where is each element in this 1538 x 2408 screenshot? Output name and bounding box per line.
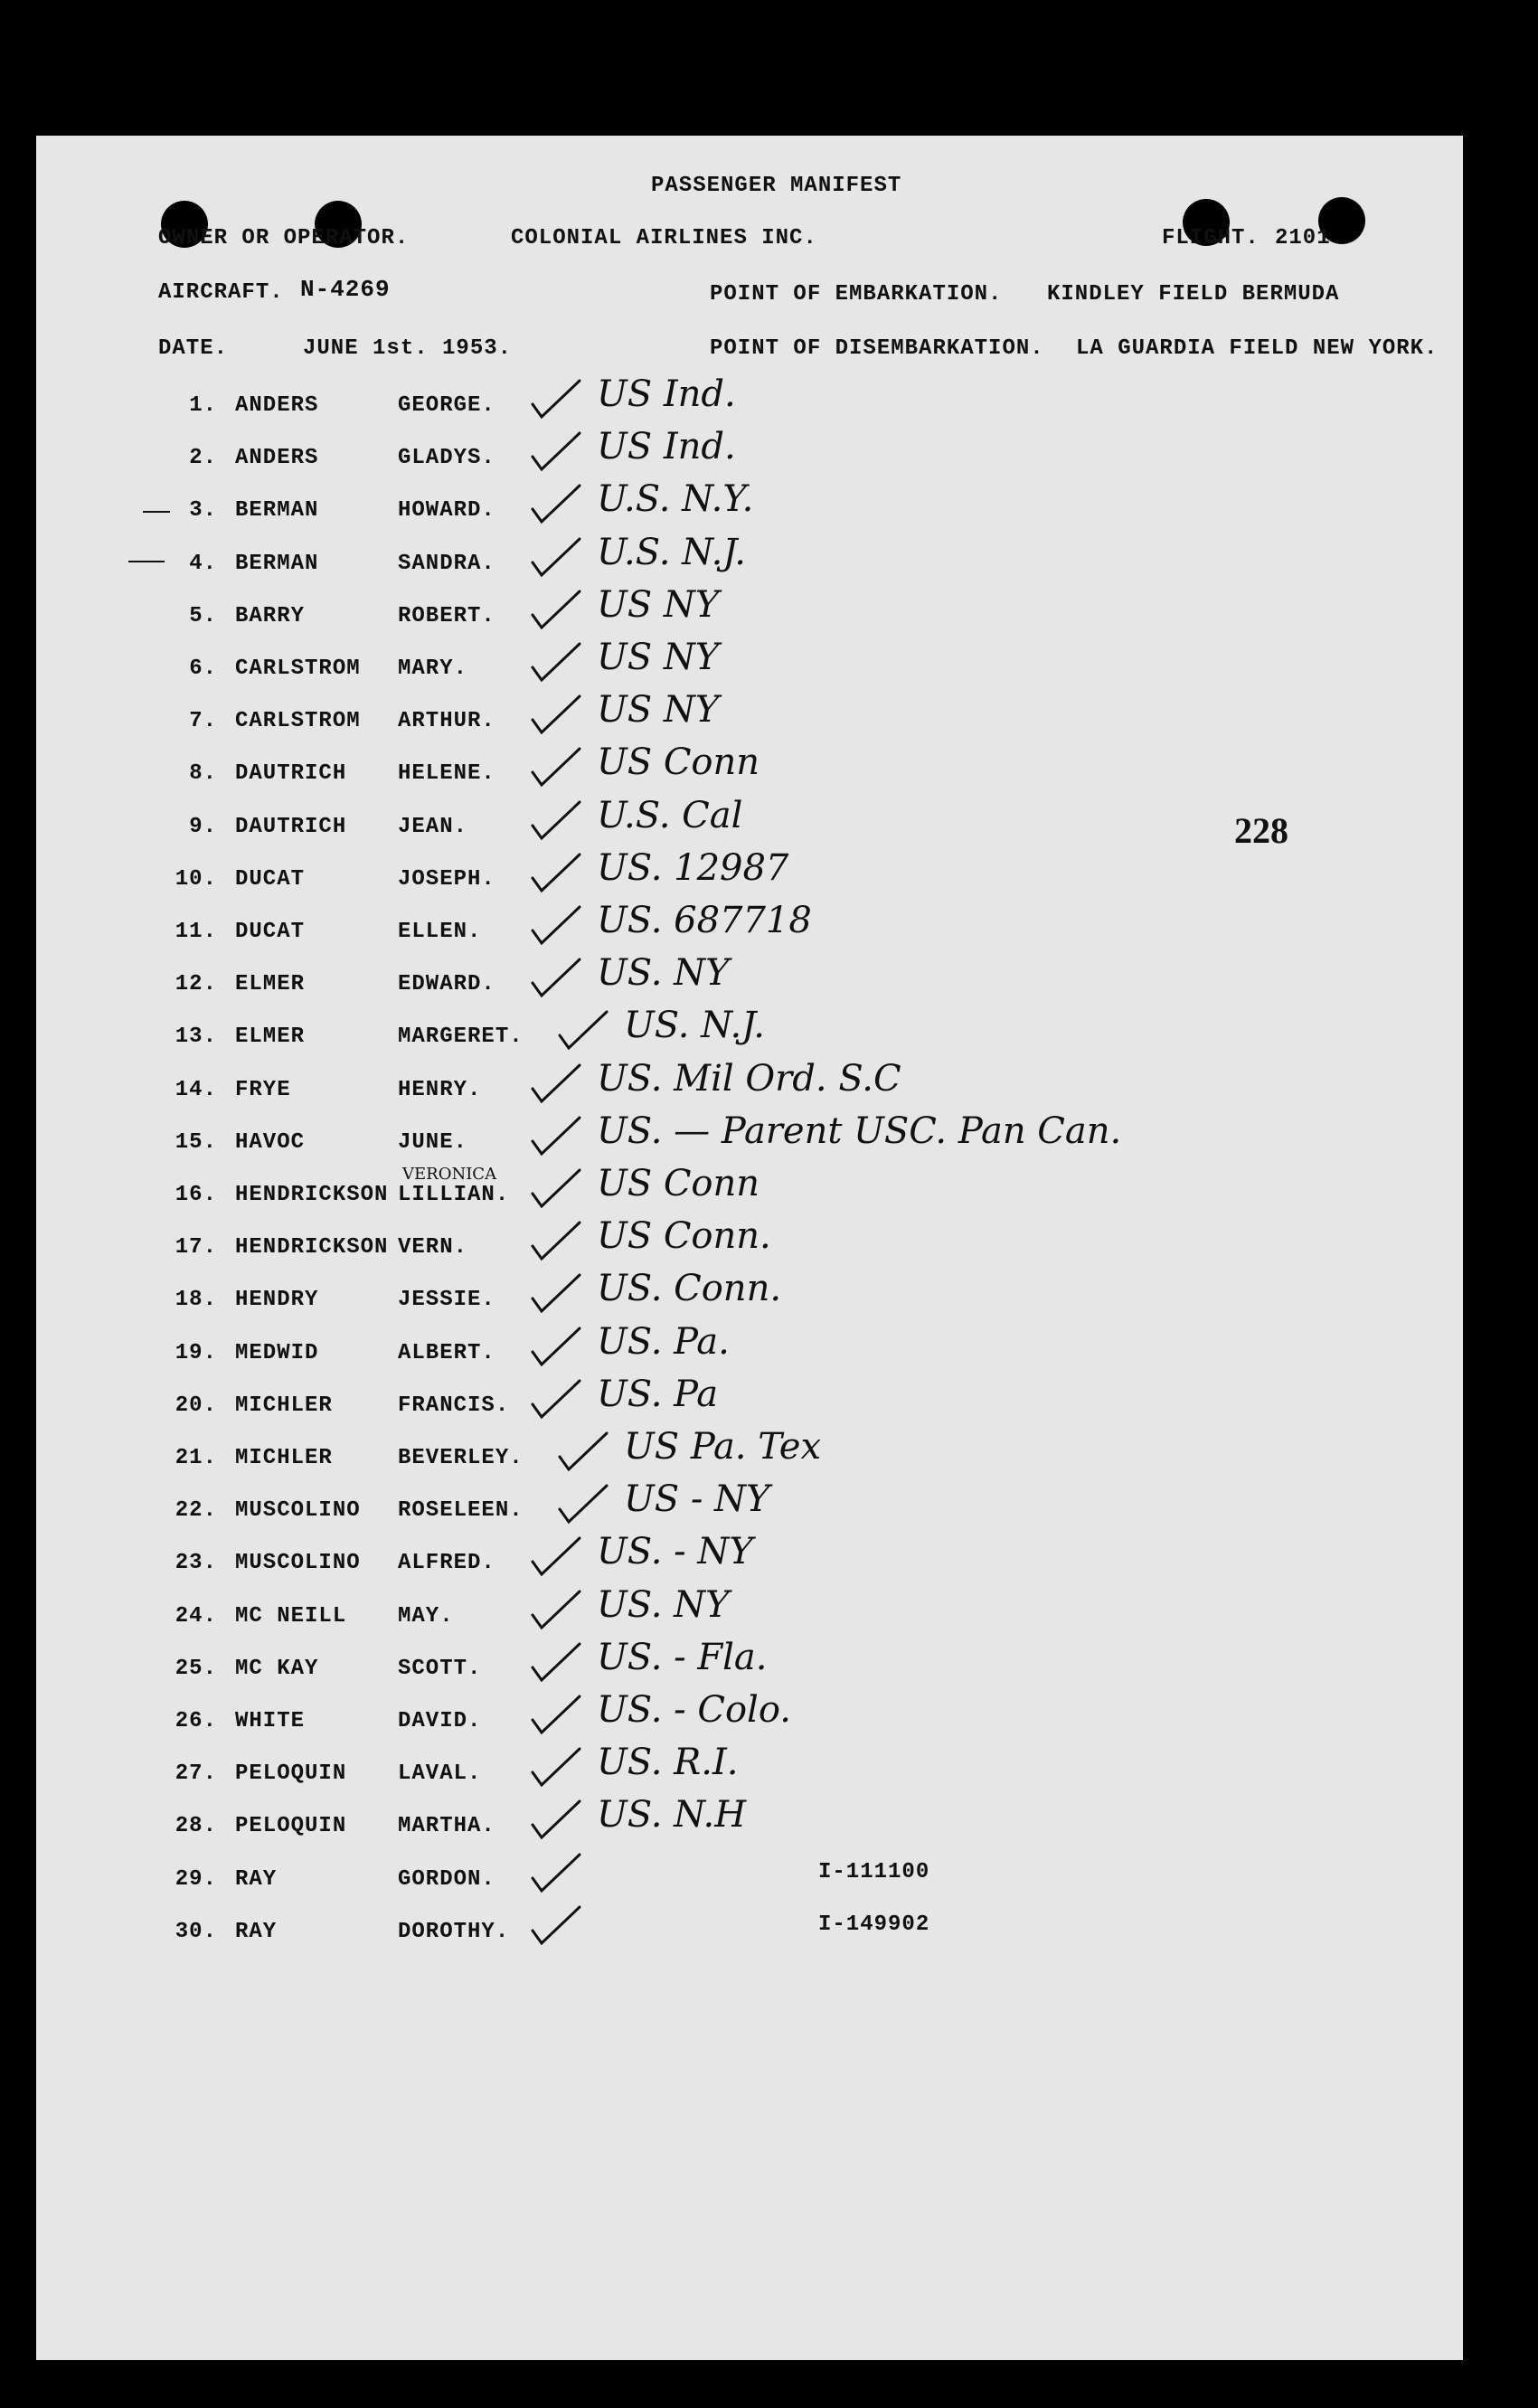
check-mark-icon	[529, 640, 583, 685]
embark-value: KINDLEY FIELD BERMUDA	[1047, 282, 1340, 307]
disembark-label: POINT OF DISEMBARKATION.	[710, 336, 1044, 361]
margin-dash	[143, 511, 170, 513]
passenger-number: 30.	[175, 1920, 217, 1944]
passenger-given-name: ALBERT.	[398, 1341, 495, 1365]
passenger-given-name: MARY.	[398, 656, 468, 681]
handwritten-note: US. - NY	[597, 1531, 753, 1572]
check-mark-icon	[529, 1588, 583, 1633]
handwritten-note: US. NY	[597, 1584, 730, 1626]
passenger-number: 17.	[175, 1235, 217, 1260]
passenger-number: 5.	[189, 604, 217, 628]
passenger-surname: DAUTRICH	[235, 815, 347, 839]
handwritten-note: US. - Fla.	[597, 1637, 768, 1678]
check-mark-icon	[529, 1271, 583, 1317]
passenger-given-name: FRANCIS.	[398, 1393, 510, 1418]
passenger-number: 29.	[175, 1867, 217, 1892]
handwritten-note: US. Mil Ord. S.C	[597, 1058, 901, 1100]
passenger-surname: PELOQUIN	[235, 1761, 347, 1786]
passenger-number: 10.	[175, 867, 217, 892]
handwritten-name-annotation: VERONICA	[402, 1165, 497, 1184]
check-mark-icon	[529, 1745, 583, 1790]
handwritten-note: US. Pa	[597, 1374, 719, 1415]
handwritten-note: US NY	[597, 689, 720, 731]
passenger-number: 28.	[175, 1814, 217, 1838]
check-mark-icon	[529, 1693, 583, 1738]
passenger-surname: MUSCOLINO	[235, 1551, 361, 1575]
alien-registration-number: I-111100	[818, 1860, 930, 1884]
passenger-number: 2.	[189, 446, 217, 470]
passenger-number: 16.	[175, 1183, 217, 1207]
passenger-given-name: MARGERET.	[398, 1025, 524, 1049]
handwritten-note: US Conn.	[597, 1215, 771, 1257]
passenger-given-name: JUNE.	[398, 1130, 468, 1155]
handwritten-note: US. N.H	[597, 1794, 747, 1836]
manifest-title: PASSENGER MANIFEST	[651, 174, 902, 198]
handwritten-note: US NY	[597, 584, 720, 626]
owner-value: COLONIAL AIRLINES INC.	[511, 226, 817, 250]
passenger-surname: MICHLER	[235, 1393, 333, 1418]
check-mark-icon	[529, 482, 583, 527]
check-mark-icon	[529, 1640, 583, 1686]
manifest-page	[36, 136, 1463, 2360]
passenger-given-name: LAVAL.	[398, 1761, 482, 1786]
passenger-surname: CARLSTROM	[235, 656, 361, 681]
page-number: 228	[1234, 810, 1288, 851]
passenger-given-name: GORDON.	[398, 1867, 495, 1892]
handwritten-note: US Conn	[597, 1163, 760, 1204]
passenger-number: 7.	[189, 709, 217, 733]
check-mark-icon	[529, 535, 583, 581]
owner-label: OWNER OR OPERATOR.	[158, 226, 410, 250]
aircraft-label: AIRCRAFT.	[158, 280, 284, 305]
check-mark-icon	[529, 588, 583, 633]
check-mark-icon	[529, 851, 583, 896]
passenger-given-name: JOSEPH.	[398, 867, 495, 892]
margin-dash	[128, 561, 165, 562]
aircraft-value: N-4269	[300, 276, 391, 303]
check-mark-icon	[529, 1535, 583, 1580]
handwritten-note: U.S. Cal	[597, 795, 743, 836]
passenger-surname: PELOQUIN	[235, 1814, 347, 1838]
passenger-given-name: HENRY.	[398, 1078, 482, 1102]
passenger-given-name: GEORGE.	[398, 393, 495, 418]
passenger-number: 25.	[175, 1657, 217, 1681]
passenger-surname: BARRY	[235, 604, 306, 628]
handwritten-note: US. 687718	[597, 900, 812, 941]
check-mark-icon	[529, 1377, 583, 1422]
embark-label: POINT OF EMBARKATION.	[710, 282, 1003, 307]
passenger-given-name: VERN.	[398, 1235, 468, 1260]
passenger-number: 4.	[189, 552, 217, 576]
passenger-surname: ELMER	[235, 972, 306, 996]
passenger-number: 6.	[189, 656, 217, 681]
handwritten-note: US. NY	[597, 952, 730, 994]
passenger-number: 23.	[175, 1551, 217, 1575]
passenger-given-name: HELENE.	[398, 761, 495, 786]
alien-registration-number: I-149902	[818, 1912, 930, 1937]
passenger-given-name: SCOTT.	[398, 1657, 482, 1681]
passenger-number: 27.	[175, 1761, 217, 1786]
check-mark-icon	[529, 1798, 583, 1843]
check-mark-icon	[556, 1008, 610, 1053]
passenger-surname: RAY	[235, 1920, 278, 1944]
handwritten-note: U.S. N.Y.	[597, 478, 754, 520]
passenger-number: 13.	[175, 1025, 217, 1049]
check-mark-icon	[529, 798, 583, 844]
passenger-surname: DUCAT	[235, 920, 306, 944]
passenger-surname: CARLSTROM	[235, 709, 361, 733]
flight-label: FLIGHT.	[1162, 226, 1260, 250]
handwritten-note: US. — Parent USC. Pan Can.	[597, 1110, 1122, 1152]
passenger-given-name: EDWARD.	[398, 972, 495, 996]
passenger-number: 11.	[175, 920, 217, 944]
check-mark-icon	[529, 377, 583, 422]
check-mark-icon	[529, 745, 583, 790]
passenger-surname: DUCAT	[235, 867, 306, 892]
handwritten-note: US Conn	[597, 741, 760, 783]
passenger-number: 8.	[189, 761, 217, 786]
passenger-given-name: BEVERLEY.	[398, 1446, 524, 1470]
passenger-given-name: ELLEN.	[398, 920, 482, 944]
handwritten-note: US. - Colo.	[597, 1689, 791, 1731]
passenger-surname: MEDWID	[235, 1341, 319, 1365]
passenger-given-name: ROSELEEN.	[398, 1498, 524, 1523]
check-mark-icon	[529, 1903, 583, 1949]
passenger-surname: ANDERS	[235, 446, 319, 470]
date-value: JUNE 1st. 1953.	[303, 336, 513, 361]
passenger-given-name: JEAN.	[398, 815, 468, 839]
handwritten-note: US. Pa.	[597, 1321, 730, 1363]
passenger-surname: HENDRICKSON	[235, 1235, 389, 1260]
passenger-given-name: MAY.	[398, 1604, 454, 1629]
passenger-surname: MICHLER	[235, 1446, 333, 1470]
passenger-given-name: LILLIAN.	[398, 1183, 510, 1207]
passenger-number: 12.	[175, 972, 217, 996]
handwritten-note: US. N.J.	[624, 1005, 765, 1046]
passenger-given-name: HOWARD.	[398, 498, 495, 523]
passenger-number: 1.	[189, 393, 217, 418]
handwritten-note: US - NY	[624, 1478, 770, 1520]
passenger-given-name: JESSIE.	[398, 1288, 495, 1312]
passenger-number: 22.	[175, 1498, 217, 1523]
passenger-surname: BERMAN	[235, 498, 319, 523]
passenger-given-name: DAVID.	[398, 1709, 482, 1733]
passenger-given-name: MARTHA.	[398, 1814, 495, 1838]
check-mark-icon	[529, 903, 583, 949]
passenger-surname: MC KAY	[235, 1657, 319, 1681]
date-label: DATE.	[158, 336, 229, 361]
passenger-number: 9.	[189, 815, 217, 839]
passenger-given-name: ARTHUR.	[398, 709, 495, 733]
check-mark-icon	[529, 1166, 583, 1212]
passenger-surname: BERMAN	[235, 552, 319, 576]
handwritten-note: US. 12987	[597, 847, 789, 889]
passenger-number: 21.	[175, 1446, 217, 1470]
check-mark-icon	[529, 1114, 583, 1159]
flight-value: 2101.	[1275, 226, 1345, 250]
passenger-surname: MUSCOLINO	[235, 1498, 361, 1523]
passenger-number: 3.	[189, 498, 217, 523]
handwritten-note: US Ind.	[597, 373, 736, 415]
passenger-surname: MC NEILL	[235, 1604, 347, 1629]
handwritten-note: US Pa. Tex	[624, 1426, 822, 1468]
check-mark-icon	[529, 1219, 583, 1264]
passenger-number: 14.	[175, 1078, 217, 1102]
check-mark-icon	[556, 1482, 610, 1527]
passenger-surname: RAY	[235, 1867, 278, 1892]
passenger-given-name: ALFRED.	[398, 1551, 495, 1575]
passenger-surname: FRYE	[235, 1078, 291, 1102]
check-mark-icon	[529, 1851, 583, 1896]
passenger-number: 20.	[175, 1393, 217, 1418]
passenger-given-name: SANDRA.	[398, 552, 495, 576]
handwritten-note: US. R.I.	[597, 1742, 739, 1783]
handwritten-note: U.S. N.J.	[597, 532, 746, 573]
passenger-surname: WHITE	[235, 1709, 306, 1733]
handwritten-note: US Ind.	[597, 426, 736, 467]
passenger-number: 18.	[175, 1288, 217, 1312]
check-mark-icon	[529, 693, 583, 738]
passenger-surname: DAUTRICH	[235, 761, 347, 786]
passenger-surname: ELMER	[235, 1025, 306, 1049]
passenger-surname: HENDRICKSON	[235, 1183, 389, 1207]
passenger-number: 19.	[175, 1341, 217, 1365]
check-mark-icon	[529, 430, 583, 475]
handwritten-note: US. Conn.	[597, 1268, 782, 1309]
passenger-given-name: ROBERT.	[398, 604, 495, 628]
passenger-surname: HAVOC	[235, 1130, 306, 1155]
check-mark-icon	[529, 1325, 583, 1370]
passenger-given-name: DOROTHY.	[398, 1920, 510, 1944]
check-mark-icon	[556, 1430, 610, 1475]
passenger-number: 15.	[175, 1130, 217, 1155]
check-mark-icon	[529, 1062, 583, 1107]
passenger-number: 26.	[175, 1709, 217, 1733]
passenger-surname: HENDRY	[235, 1288, 319, 1312]
check-mark-icon	[529, 956, 583, 1001]
passenger-number: 24.	[175, 1604, 217, 1629]
passenger-surname: ANDERS	[235, 393, 319, 418]
disembark-value: LA GUARDIA FIELD NEW YORK.	[1076, 336, 1439, 361]
handwritten-note: US NY	[597, 637, 720, 678]
passenger-given-name: GLADYS.	[398, 446, 495, 470]
